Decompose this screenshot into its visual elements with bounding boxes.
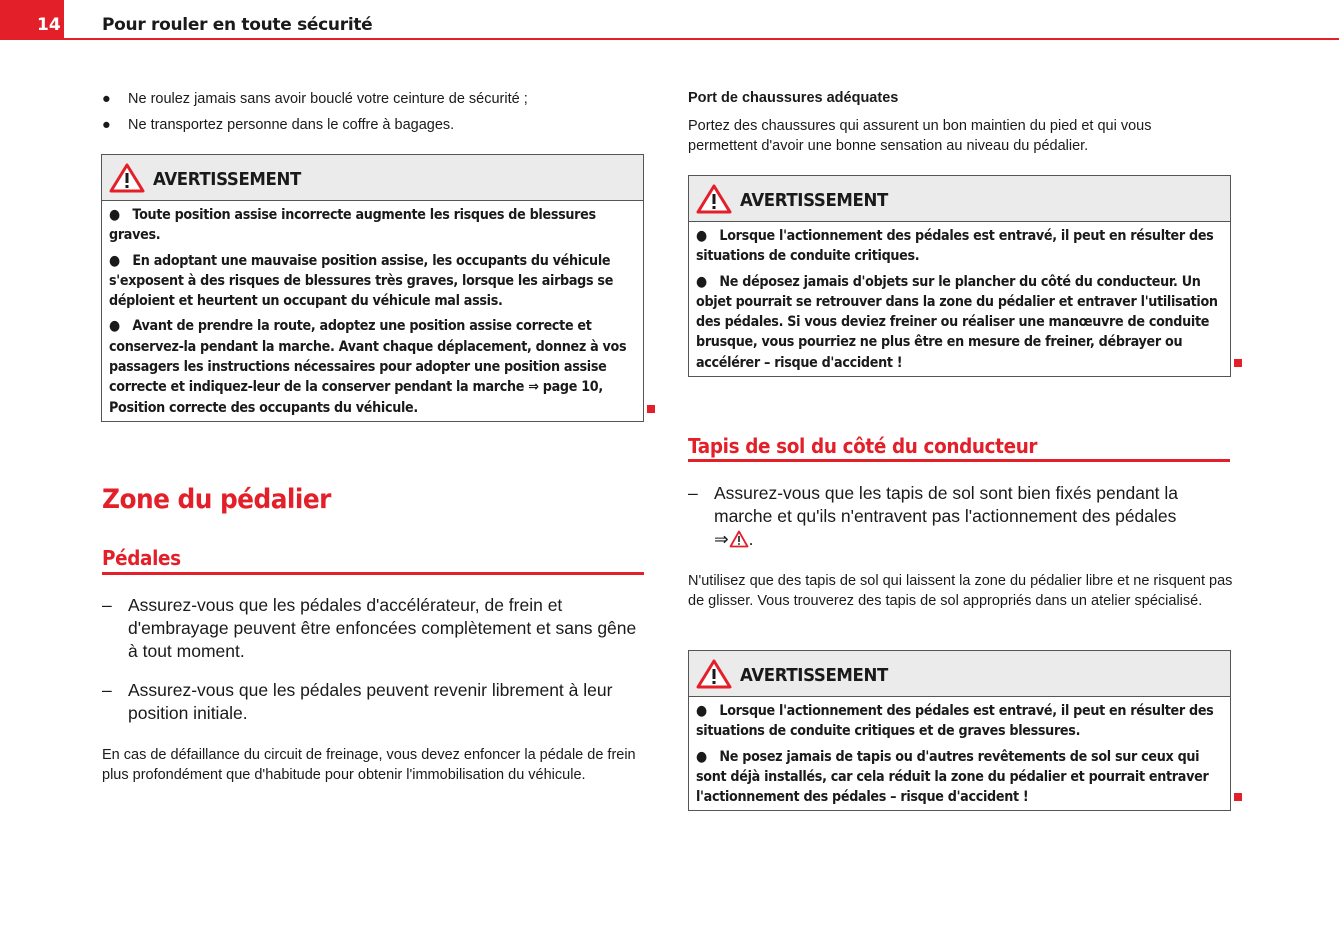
warning-item: ● Ne posez jamais de tapis ou d'autres revêtements de sol sur ceux qui sont déjà installés, car cela réduit la zone du pédalier et pourrait entraver l'actionnement des pédales – risque d'accident !	[696, 748, 1209, 806]
dash-item: – Assurez-vous que les pédales d'accélérateur, de frein et d'embrayage peuvent être enfoncées complètement et sans gêne à tout moment.	[102, 595, 637, 661]
warning-header	[102, 155, 643, 201]
dash-icon: –	[102, 680, 112, 700]
dash-icon: –	[688, 483, 698, 503]
dash-item: – Assurez-vous que les tapis de sol sont bien fixés pendant la marche et qu'ils n'entravent pas l'actionnement des pédales ⇒ .	[688, 483, 1179, 549]
section-end-marker	[1234, 359, 1242, 367]
chapter-title: Pour rouler en toute sécurité	[102, 15, 373, 35]
warning-header	[689, 651, 1230, 697]
warning-header	[689, 176, 1230, 222]
warning-title: AVERTISSEMENT	[740, 190, 888, 211]
header-rule	[64, 38, 1339, 40]
warning-reference-icon[interactable]	[729, 530, 749, 548]
warning-triangle-icon	[696, 184, 732, 214]
subsection-title-floor-mats: Tapis de sol du côté du conducteur	[688, 434, 1038, 458]
warning-box-objects	[688, 175, 1231, 377]
shoes-subhead: Port de chaussures adéquates	[688, 90, 899, 106]
section-end-marker	[647, 405, 655, 413]
warning-body	[689, 222, 1230, 376]
warning-item: ● Toute position assise incorrecte augmente les risques de blessures graves.	[109, 207, 596, 244]
section-end-marker	[1234, 793, 1242, 801]
warning-box-seating	[101, 154, 644, 422]
list-item: ● Ne transportez personne dans le coffre à bagages.	[102, 117, 455, 133]
bullet-icon: ●	[102, 91, 111, 107]
subsection-rule	[102, 572, 644, 575]
bullet-icon: ●	[102, 117, 111, 133]
page-number: 14	[37, 15, 61, 35]
page-number-block	[0, 0, 64, 40]
warning-body	[689, 697, 1230, 810]
safety-bullet-list	[102, 89, 528, 141]
warning-body	[102, 201, 643, 421]
warning-title: AVERTISSEMENT	[740, 665, 888, 686]
brake-failure-paragraph: En cas de défaillance du circuit de freinage, vous devez enfoncer la pédale de frein plus profondément que d'habitude pour obtenir l'immobilisation du véhicule.	[102, 747, 636, 784]
dash-item: – Assurez-vous que les pédales peuvent revenir librement à leur position initiale.	[102, 680, 613, 723]
section-title: Zone du pédalier	[102, 484, 331, 515]
warning-item: ● En adoptant une mauvaise position assise, les occupants du véhicule s'exposent à des risques de blessures très graves, lorsque les airbags se déploient et heurtent un occupant du véhicule mal assis.	[109, 252, 614, 310]
dash-icon: –	[102, 595, 112, 615]
list-item: ● Ne roulez jamais sans avoir bouclé votre ceinture de sécurité ;	[102, 91, 528, 107]
warning-triangle-icon	[109, 163, 145, 193]
warning-item: ● Lorsque l'actionnement des pédales est entravé, il peut en résulter des situations de conduite critiques et de graves blessures.	[696, 703, 1214, 740]
warning-triangle-icon	[696, 659, 732, 689]
subsection-rule	[688, 459, 1230, 462]
warning-item: ● Lorsque l'actionnement des pédales est entravé, il peut en résulter des situations de conduite critiques.	[696, 228, 1214, 265]
floor-mats-paragraph: N'utilisez que des tapis de sol qui laissent la zone du pédalier libre et ne risquent pas de glisser. Vous trouverez des tapis de sol appropriés dans un atelier spécialisé.	[688, 573, 1233, 610]
warning-item: ● Avant de prendre la route, adoptez une position assise correcte et conservez-la pendant la marche. Avant chaque déplacement, donnez à vos passagers les instructions nécessaires pour adopter une position assise correcte et indiquez-leur de la conserver pendant la marche ⇒ page 10, Position correcte des occupants du véhicule.	[109, 318, 627, 416]
warning-box-floor-mats	[688, 650, 1231, 811]
shoes-paragraph: Portez des chaussures qui assurent un bon maintien du pied et qui vous permettent d'avoir une bonne sensation au niveau du pédalier.	[688, 118, 1152, 155]
warning-item: ● Ne déposez jamais d'objets sur le plancher du côté du conducteur. Un objet pourrait se retrouver dans la zone du pédalier et entraver l'utilisation des pédales. Si vous deviez freiner ou réaliser une manœuvre de conduite brusque, vous pourriez ne plus être en mesure de freiner, débrayer ou accélérer – risque d'accident !	[696, 273, 1218, 371]
warning-title: AVERTISSEMENT	[153, 169, 301, 190]
subsection-title-pedales: Pédales	[102, 546, 181, 570]
cross-reference-arrow: ⇒	[714, 529, 729, 549]
